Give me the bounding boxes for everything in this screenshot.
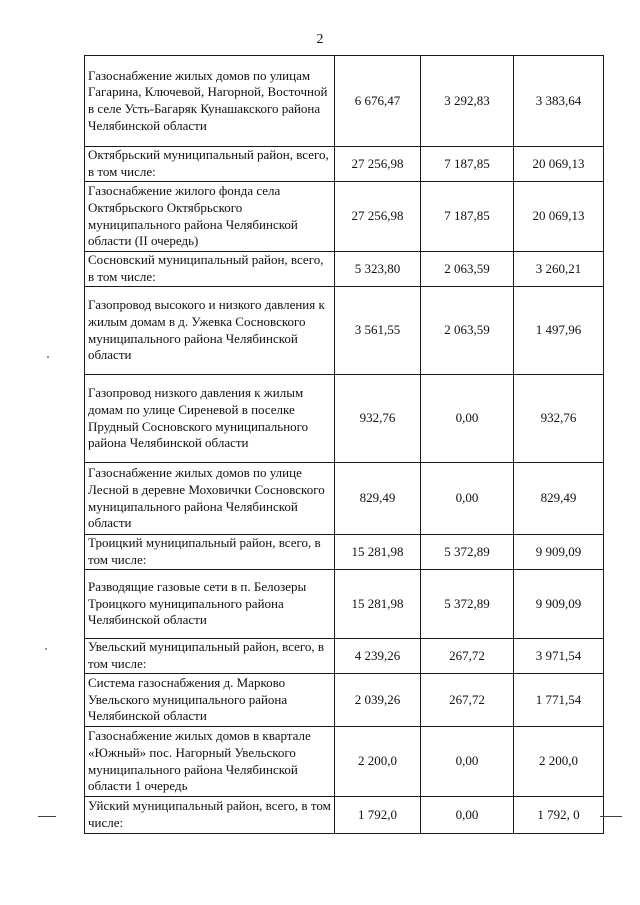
table-row [85, 287, 604, 375]
total-cell: 932,76 [335, 375, 421, 463]
total-cell: 6 676,47 [335, 56, 421, 147]
value-cell: 3 260,21 [514, 252, 604, 287]
value-cell: 9 909,09 [514, 570, 604, 639]
row-name-cell: Система газоснабжения д. Марково Увельского муниципального района Челябинской области [85, 674, 335, 727]
value-cell: 2 063,59 [421, 287, 514, 375]
value-cell: 20 069,13 [514, 182, 604, 252]
value-cell: 20 069,13 [514, 147, 604, 182]
value-cell: 3 971,54 [514, 639, 604, 674]
table-row [85, 727, 604, 797]
total-cell: 15 281,98 [335, 570, 421, 639]
table-row [85, 463, 604, 535]
row-name-cell: Сосновский муниципальный район, всего, в том числе: [85, 252, 335, 287]
table-row [85, 252, 604, 287]
value-cell: 829,49 [514, 463, 604, 535]
total-cell: 27 256,98 [335, 147, 421, 182]
table-row [85, 182, 604, 252]
total-cell: 4 239,26 [335, 639, 421, 674]
scan-speck [45, 648, 47, 650]
row-name-cell: Газоснабжение жилых домов по улицам Гагарина, Ключевой, Нагорной, Восточной в селе Усть-Багаряк Кунашакского района Челябинской области [85, 56, 335, 147]
table-row [85, 56, 604, 147]
value-cell: 2 063,59 [421, 252, 514, 287]
value-cell: 1 792, 0 [514, 797, 604, 834]
table-row [85, 375, 604, 463]
row-name-cell: Уйский муниципальный район, всего, в том числе: [85, 797, 335, 834]
table-row [85, 147, 604, 182]
value-cell: 267,72 [421, 674, 514, 727]
table-row [85, 797, 604, 834]
table-row [85, 570, 604, 639]
total-cell: 2 200,0 [335, 727, 421, 797]
row-name-cell: Газопровод низкого давления к жилым домам по улице Сиреневой в поселке Прудный Сосновского муниципального района Челябинской области [85, 375, 335, 463]
value-cell: 0,00 [421, 463, 514, 535]
value-cell: 0,00 [421, 797, 514, 834]
table-row [85, 639, 604, 674]
value-cell: 0,00 [421, 727, 514, 797]
scan-speck [47, 356, 49, 358]
value-cell: 7 187,85 [421, 147, 514, 182]
table-row [85, 535, 604, 570]
total-cell: 829,49 [335, 463, 421, 535]
page-number: 2 [316, 32, 324, 47]
row-name-cell: Газоснабжение жилого фонда села Октябрьского Октябрьского муниципального района Челябинской области (II очередь) [85, 182, 335, 252]
scan-mark-left [38, 816, 56, 817]
total-cell: 3 561,55 [335, 287, 421, 375]
value-cell: 0,00 [421, 375, 514, 463]
table-row [85, 674, 604, 727]
budget-table [84, 55, 604, 834]
value-cell: 5 372,89 [421, 570, 514, 639]
row-name-cell: Разводящие газовые сети в п. Белозеры Троицкого муниципального района Челябинской области [85, 570, 335, 639]
scan-mark-right [600, 816, 622, 817]
row-name-cell: Газоснабжение жилых домов в квартале «Южный» пос. Нагорный Увельского муниципального района Челябинской области 1 очередь [85, 727, 335, 797]
total-cell: 15 281,98 [335, 535, 421, 570]
value-cell: 3 383,64 [514, 56, 604, 147]
row-name-cell: Октябрьский муниципальный район, всего, в том числе: [85, 147, 335, 182]
value-cell: 7 187,85 [421, 182, 514, 252]
value-cell: 2 200,0 [514, 727, 604, 797]
total-cell: 2 039,26 [335, 674, 421, 727]
row-name-cell: Газопровод высокого и низкого давления к жилым домам в д. Ужевка Сосновского муниципального района Челябинской области [85, 287, 335, 375]
row-name-cell: Увельский муниципальный район, всего, в том числе: [85, 639, 335, 674]
value-cell: 932,76 [514, 375, 604, 463]
total-cell: 27 256,98 [335, 182, 421, 252]
value-cell: 5 372,89 [421, 535, 514, 570]
total-cell: 1 792,0 [335, 797, 421, 834]
row-name-cell: Газоснабжение жилых домов по улице Лесной в деревне Моховички Сосновского муниципального района Челябинской области [85, 463, 335, 535]
value-cell: 9 909,09 [514, 535, 604, 570]
value-cell: 3 292,83 [421, 56, 514, 147]
value-cell: 1 497,96 [514, 287, 604, 375]
value-cell: 267,72 [421, 639, 514, 674]
value-cell: 1 771,54 [514, 674, 604, 727]
row-name-cell: Троицкий муниципальный район, всего, в том числе: [85, 535, 335, 570]
total-cell: 5 323,80 [335, 252, 421, 287]
